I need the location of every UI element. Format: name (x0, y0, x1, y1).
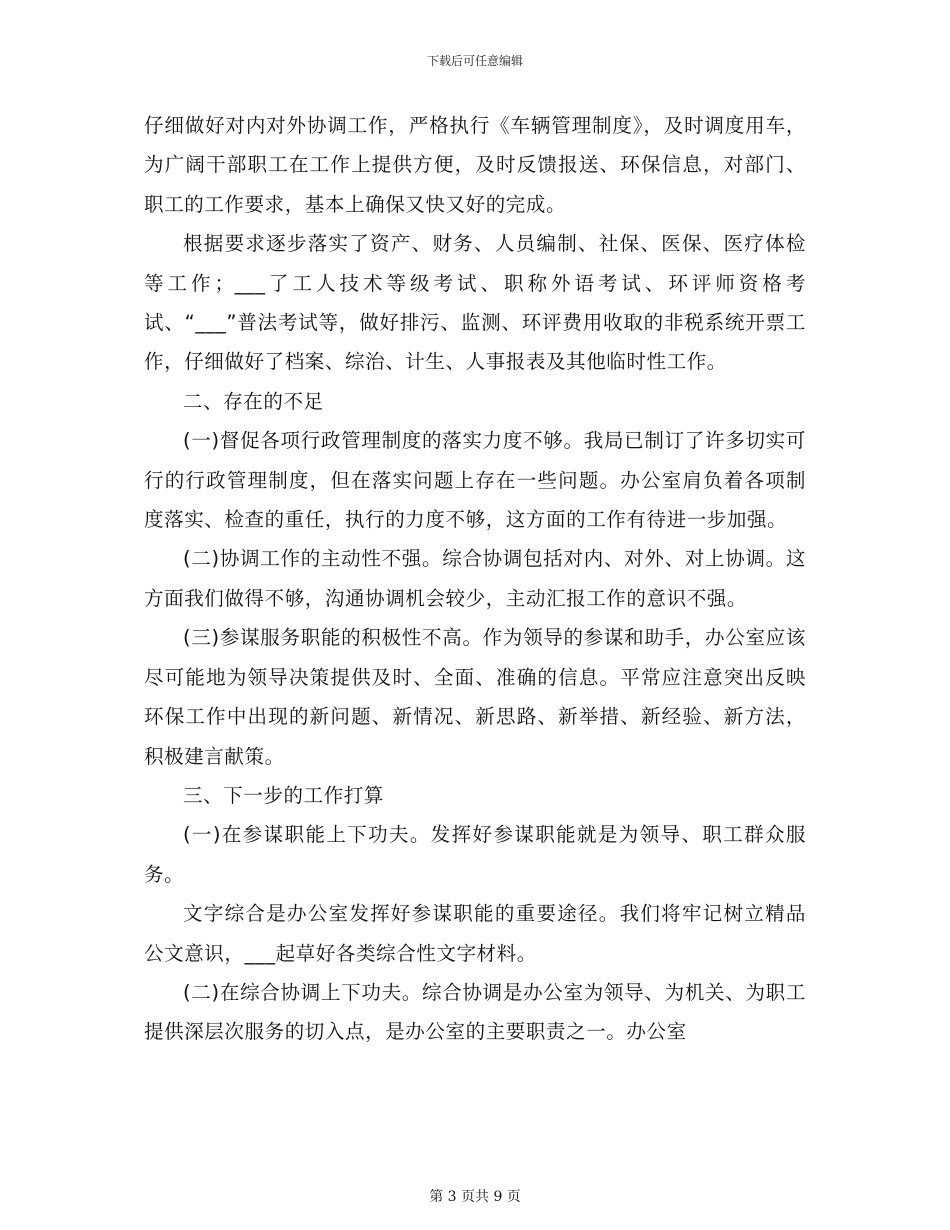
paragraph: (一)督促各项行政管理制度的落实力度不够。我局已制订了许多切实可行的行政管理制度，但在落实问题上存在一些问题。办公室肩负着各项制度落实、检查的重任，执行的力度不够，这方面的工作有待进一步加强。 (144, 429, 806, 532)
section-heading: 二、存在的不足 (183, 389, 324, 413)
paragraph: (一)在参谋职能上下功夫。发挥好参谋职能就是为领导、职工群众服务。 (144, 823, 806, 886)
paragraph: 根据要求逐步落实了资产、财务、人员编制、社保、医保、医疗体检等工作；___了工人技术等级考试、职称外语考试、环评师资格考试、“___”普法考试等，做好排污、监测、环评费用收取的非税系统开票工作，仔细做好了档案、综治、计生、人事报表及其他临时性工作。 (144, 232, 806, 374)
paragraph: 文字综合是办公室发挥好参谋职能的重要途径。我们将牢记树立精品公文意识，___起草好各类综合性文字材料。 (144, 902, 806, 965)
paragraph: (二)协调工作的主动性不强。综合协调包括对内、对外、对上协调。这方面我们做得不够，沟通协调机会较少，主动汇报工作的意识不强。 (144, 547, 806, 610)
section-heading: 三、下一步的工作打算 (183, 783, 385, 807)
paragraph: (二)在综合协调上下功夫。综合协调是办公室为领导、为机关、为职工提供深层次服务的切入点，是办公室的主要职责之一。办公室 (144, 980, 806, 1044)
page-number-footer: 第 3 页共 9 页 (429, 1189, 521, 1205)
page-header: 下载后可任意编辑 (426, 54, 523, 68)
paragraph: (三)参谋服务职能的积极性不高。作为领导的参谋和助手，办公室应该尽可能地为领导决策提供及时、全面、准确的信息。平常应注意突出反映环保工作中出现的新问题、新情况、新思路、新举措、新经验、新方法，积极建言献策。 (144, 626, 806, 768)
document-body (144, 106, 806, 1052)
paragraph: 仔细做好对内对外协调工作，严格执行《车辆管理制度》，及时调度用车，为广阔干部职工在工作上提供方便，及时反馈报送、环保信息，对部门、职工的工作要求，基本上确保又快又好的完成。 (144, 114, 806, 216)
